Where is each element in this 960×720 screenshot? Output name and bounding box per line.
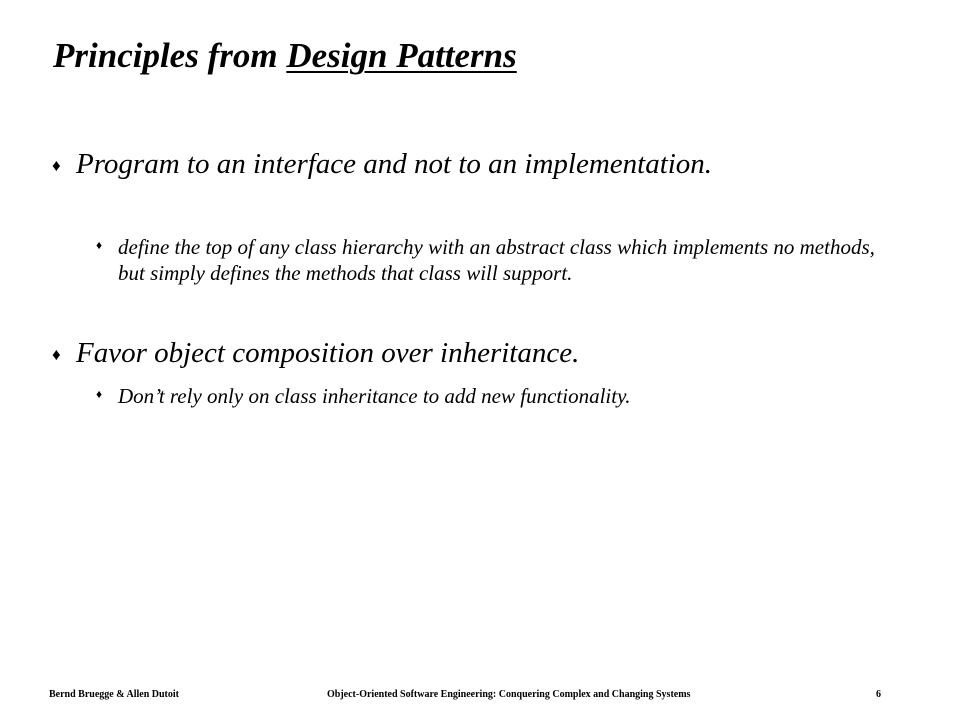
title-prefix: Principles from — [53, 36, 287, 75]
bullet-text: Favor object composition over inheritance. — [76, 337, 580, 369]
bullet-program-to-interface — [52, 146, 836, 183]
bullet-favor-composition — [52, 335, 836, 372]
diamond-sub-bullet-icon: ♦ — [96, 387, 103, 401]
diamond-sub-bullet-icon: ♦ — [96, 238, 103, 252]
sub-bullet-text: define the top of any class hierarchy with an abstract class which implements no methods, but simply defines the methods that class will support. — [118, 235, 875, 285]
bullet-text: Program to an interface and not to an implementation. — [76, 148, 713, 180]
sub-bullet-abstract-class — [96, 234, 878, 286]
sub-bullet-class-inheritance — [96, 383, 878, 409]
diamond-bullet-icon: ♦ — [52, 345, 61, 364]
footer-page-number: 6 — [876, 689, 881, 700]
sub-bullet-text: Don’t rely only on class inheritance to add new functionality. — [118, 384, 631, 408]
title-book-name: Design Patterns — [286, 36, 517, 75]
footer-authors: Bernd Bruegge & Allen Dutoit — [49, 689, 179, 700]
diamond-bullet-icon: ♦ — [52, 156, 61, 175]
slide-title — [53, 35, 517, 77]
footer-book-title: Object-Oriented Software Engineering: Conquering Complex and Changing Systems — [327, 689, 691, 700]
